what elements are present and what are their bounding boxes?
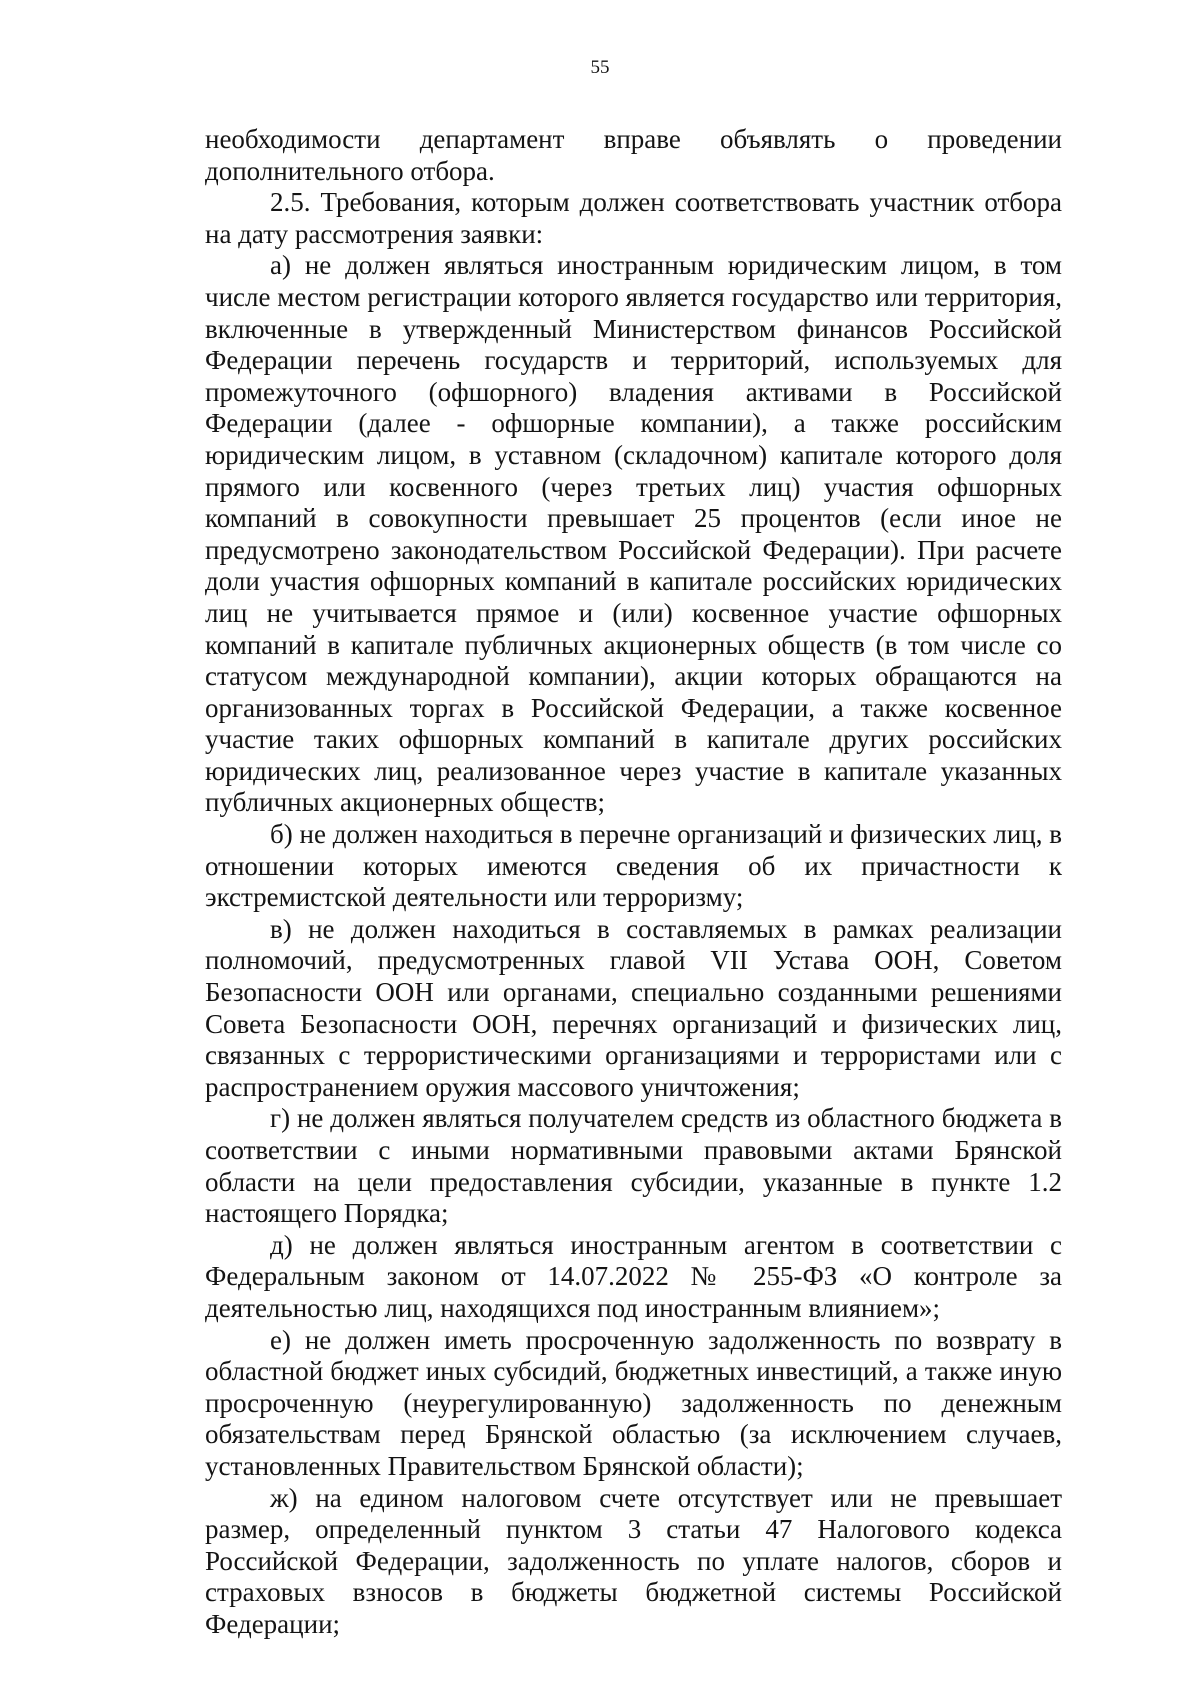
paragraph-item-a: а) не должен являться иностранным юридическим лицом, в том числе местом регистрации которого является государство или территория, включенные в утвержденный Министерством финансов Российской Федерации перечень государств и территорий, используемых для промежуточного (офшорного) владения активами в Российской Федерации (далее - офшорные компании), а также российским юридическим лицом, в уставном (складочном) капитале которого доля прямого или косвенного (через третьих лиц) участия офшорных компаний в совокупности превышает 25 процентов (если иное не предусмотрено законодательством Российской Федерации). При расчете доли участия офшорных компаний в капитале российских юридических лиц не учитывается прямое и (или) косвенное участие офшорных компаний в капитале публичных акционерных обществ (в том числе со статусом международной компании), акции которых обращаются на организованных торгах в Российской Федерации, а также косвенное участие таких офшорных компаний в капитале других российских юридических лиц, реализованное через участие в капитале указанных публичных акционерных обществ; bbox=[205, 250, 1062, 818]
paragraph-item-b: б) не должен находиться в перечне организаций и физических лиц, в отношении которых имеются сведения об их причастности к экстремистской деятельности или терроризму; bbox=[205, 819, 1062, 913]
paragraph-2-5-requirements: 2.5. Требования, которым должен соответствовать участник отбора на дату рассмотрения заявки: bbox=[205, 187, 1062, 249]
paragraph-item-d: д) не должен являться иностранным агентом в соответствии с Федеральным законом от 14.07.2022 № 255-ФЗ «О контроле за деятельностью лиц, находящихся под иностранным влиянием»; bbox=[205, 1229, 1062, 1323]
paragraph-item-v: в) не должен находиться в составляемых в рамках реализации полномочий, предусмотренных главой VII Устава ООН, Советом Безопасности ООН или органами, специально созданными решениями Совета Безопасности ООН, перечнях организаций и физических лиц, связанных с террористическими организациями и террористами или с распространением оружия массового уничтожения; bbox=[205, 913, 1062, 1102]
paragraph-item-e: е) не должен иметь просроченную задолженность по возврату в областной бюджет иных субсидий, бюджетных инвестиций, а также иную просроченную (неурегулированную) задолженность по денежным обязательствам перед Брянской областью (за исключением случаев, установленных Правительством Брянской области); bbox=[205, 1324, 1062, 1481]
document-body bbox=[205, 124, 1062, 1641]
paragraph-item-zh: ж) на едином налоговом счете отсутствует или не превышает размер, определенный пунктом 3 статьи 47 Налогового кодекса Российской Федерации, задолженность по уплате налогов, сборов и страховых взносов в бюджеты бюджетной системы Российской Федерации; bbox=[205, 1482, 1062, 1639]
paragraph-continuation: необходимости департамент вправе объявлять о проведении дополнительного отбора. bbox=[205, 124, 1062, 186]
page-number: 55 bbox=[590, 57, 610, 78]
paragraph-item-g: г) не должен являться получателем средств из областного бюджета в соответствии с иными нормативными правовыми актами Брянской области на цели предоставления субсидии, указанные в пункте 1.2 настоящего Порядка; bbox=[205, 1103, 1062, 1229]
